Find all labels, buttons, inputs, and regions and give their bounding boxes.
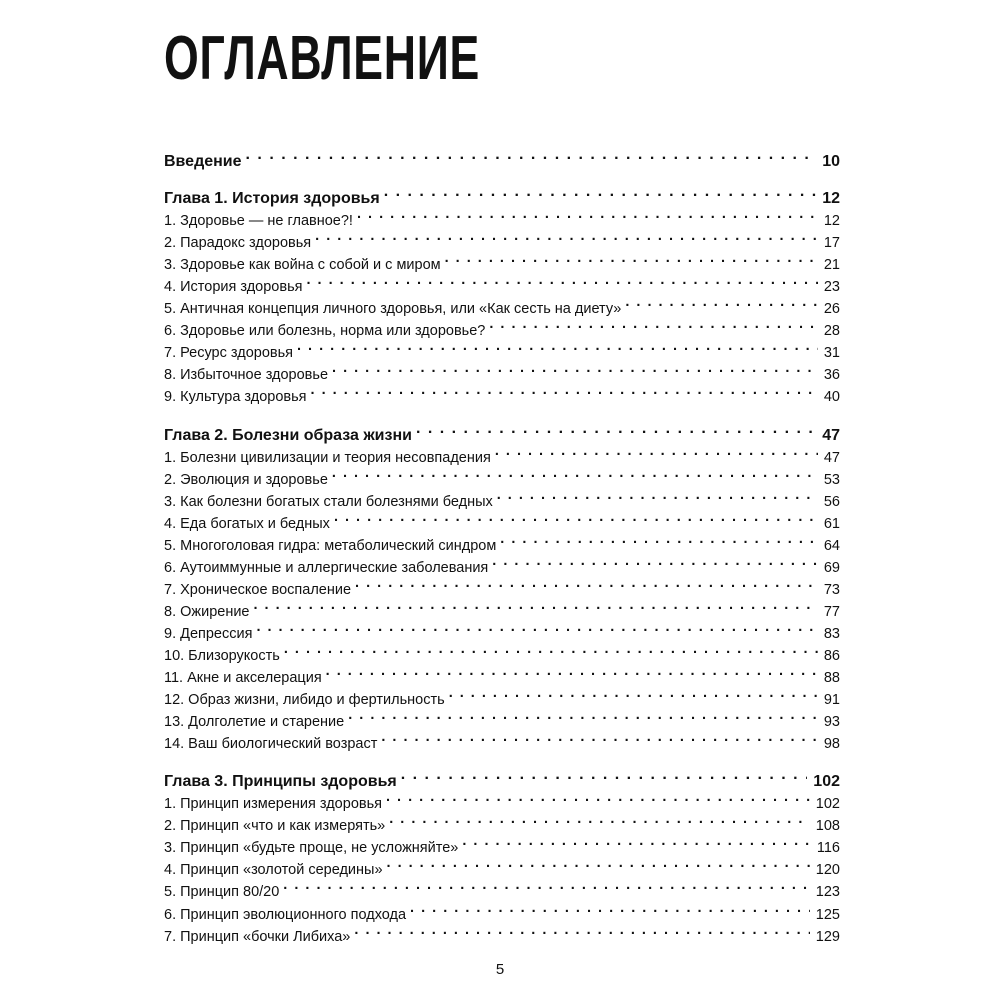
toc-entry-page: 47: [822, 426, 840, 444]
toc-entry-page: 83: [823, 625, 840, 642]
toc-entry-page: 12: [823, 213, 840, 230]
toc-entry-label: 2. Принцип «что и как измерять»: [164, 818, 386, 835]
dot-leader: [332, 462, 818, 484]
toc-entry-label: 13. Долголетие и старение: [164, 714, 345, 731]
toc-entry-label: 3. Принцип «будьте проще, не усложняйте»: [164, 840, 459, 857]
toc-entry-page: 69: [823, 559, 840, 576]
toc-entry-label: 12. Образ жизни, либидо и фертильность: [164, 692, 445, 709]
dot-leader: [445, 247, 818, 269]
toc-entry-label: 3. Как болезни богатых стали болезнями бедных: [164, 493, 493, 510]
toc-entry-page: 116: [816, 840, 840, 857]
dot-leader: [326, 660, 818, 682]
dot-leader: [283, 874, 810, 896]
dot-leader: [489, 313, 818, 335]
dot-leader: [495, 440, 818, 462]
toc-entry-label: 14. Ваш биологический возраст: [164, 736, 378, 753]
toc-entry-page: 88: [823, 670, 840, 687]
toc-entry-intro[interactable]: [164, 144, 840, 170]
toc-entry-label: 7. Ресурс здоровья: [164, 345, 293, 362]
dot-leader: [410, 897, 810, 919]
toc-entry-label: 9. Культура здоровья: [164, 389, 307, 406]
dot-leader: [311, 379, 818, 401]
toc-entry-label: 7. Принцип «бочки Либиха»: [164, 928, 351, 945]
toc-entry-label: 2. Эволюция и здоровье: [164, 471, 328, 488]
toc-entry-label: 4. Принцип «золотой середины»: [164, 862, 383, 879]
dot-leader: [355, 572, 818, 594]
dot-leader: [492, 550, 818, 572]
toc-chapter-2[interactable]: [164, 418, 840, 444]
toc-chapter-1[interactable]: [164, 181, 840, 208]
toc-entry-page: 108: [815, 818, 840, 835]
dot-leader: [462, 830, 811, 852]
toc-entry-label: 5. Античная концепция личного здоровья, или «Как сесть на диету»: [164, 301, 622, 318]
dot-leader: [306, 269, 817, 291]
dot-leader: [254, 594, 818, 616]
toc-entry-label: 6. Аутоиммунные и аллергические заболевания: [164, 559, 489, 576]
toc-entry-label: 1. Принцип измерения здоровья: [164, 796, 382, 813]
toc-section[interactable]: [164, 638, 840, 664]
toc-entry-label: 1. Болезни цивилизации и теория несовпадения: [164, 449, 491, 466]
toc-entry-label: 2. Парадокс здоровья: [164, 235, 312, 252]
toc-entry-page: 102: [815, 796, 840, 813]
dot-leader: [246, 144, 817, 166]
dot-leader: [381, 726, 818, 748]
toc-entry-page: 93: [823, 714, 840, 731]
toc-entry-page: 120: [815, 862, 840, 879]
dot-leader: [500, 528, 818, 550]
toc-entry-label: 8. Избыточное здоровье: [164, 367, 329, 384]
toc-entry-page: 17: [823, 235, 840, 252]
toc-entry-page: 26: [823, 301, 840, 318]
toc-entry-page: 10: [822, 153, 840, 170]
toc-entry-page: 123: [815, 884, 840, 901]
dot-leader: [357, 203, 818, 225]
toc-entry-page: 102: [813, 773, 840, 791]
toc-entry-page: 23: [823, 279, 840, 296]
dot-leader: [625, 291, 818, 313]
toc-entry-page: 12: [822, 190, 840, 208]
section-spacer: [164, 166, 840, 181]
toc-entry-label: 1. Здоровье — не главное?!: [164, 213, 353, 230]
toc-entry-page: 98: [823, 736, 840, 753]
toc-entry-label: 3. Здоровье как война с собой и с миром: [164, 257, 441, 274]
toc-entry-label: 7. Хроническое воспаление: [164, 581, 352, 598]
toc-entry-page: 129: [815, 928, 840, 945]
toc-entry-label: 10. Близорукость: [164, 647, 280, 664]
toc-entry-label: Глава 1. История здоровья: [164, 190, 380, 208]
toc-entry-page: 56: [823, 493, 840, 510]
toc-entry-page: 91: [823, 692, 840, 709]
dot-leader: [332, 357, 818, 379]
toc-entry-page: 28: [823, 323, 840, 340]
toc-section[interactable]: [164, 616, 840, 642]
toc-entry-page: 47: [823, 449, 840, 466]
dot-leader: [389, 808, 810, 830]
page-title: ОГЛАВЛЕНИЕ: [164, 24, 481, 93]
dot-leader: [386, 786, 810, 808]
toc-entry-label: 5. Многоголовая гидра: метаболический синдром: [164, 537, 497, 554]
toc-entry-page: 77: [823, 603, 840, 620]
dot-leader: [297, 335, 818, 357]
toc-entry-label: 8. Ожирение: [164, 603, 250, 620]
table-of-contents: [164, 144, 840, 945]
toc-entry-page: 61: [823, 515, 840, 532]
toc-entry-page: 125: [815, 906, 840, 923]
toc-entry-label: 4. История здоровья: [164, 279, 303, 296]
dot-leader: [348, 704, 818, 726]
dot-leader: [449, 682, 818, 704]
toc-entry-page: 73: [823, 581, 840, 598]
toc-entry-page: 21: [823, 257, 840, 274]
toc-entry-label: Глава 2. Болезни образа жизни: [164, 426, 412, 444]
dot-leader: [334, 506, 818, 528]
dot-leader: [416, 418, 816, 440]
dot-leader: [284, 638, 818, 660]
toc-entry-label: 6. Принцип эволюционного подхода: [164, 906, 407, 923]
toc-entry-page: 36: [823, 367, 840, 384]
toc-entry-page: 64: [823, 537, 840, 554]
toc-entry-label: 4. Еда богатых и бедных: [164, 515, 330, 532]
dot-leader: [354, 919, 809, 941]
page-number: 5: [495, 961, 505, 978]
dot-leader: [315, 225, 818, 247]
toc-entry-page: 53: [823, 471, 840, 488]
dot-leader: [401, 764, 808, 786]
toc-chapter-3[interactable]: [164, 764, 840, 791]
toc-entry-label: Введение: [164, 153, 242, 170]
dot-leader: [256, 616, 817, 638]
toc-entry-label: 11. Акне и акселерация: [164, 670, 322, 687]
dot-leader: [387, 852, 810, 874]
toc-entry-page: 31: [823, 345, 840, 362]
toc-entry-page: 86: [823, 647, 840, 664]
toc-entry-label: 6. Здоровье или болезнь, норма или здоровье?: [164, 323, 486, 340]
dot-leader: [384, 181, 816, 203]
toc-entry-page: 40: [823, 389, 840, 406]
toc-section[interactable]: [164, 594, 840, 620]
toc-entry-label: 5. Принцип 80/20: [164, 884, 280, 901]
toc-entry-label: Глава 3. Принципы здоровья: [164, 773, 397, 791]
dot-leader: [497, 484, 818, 506]
toc-entry-label: 9. Депрессия: [164, 625, 253, 642]
